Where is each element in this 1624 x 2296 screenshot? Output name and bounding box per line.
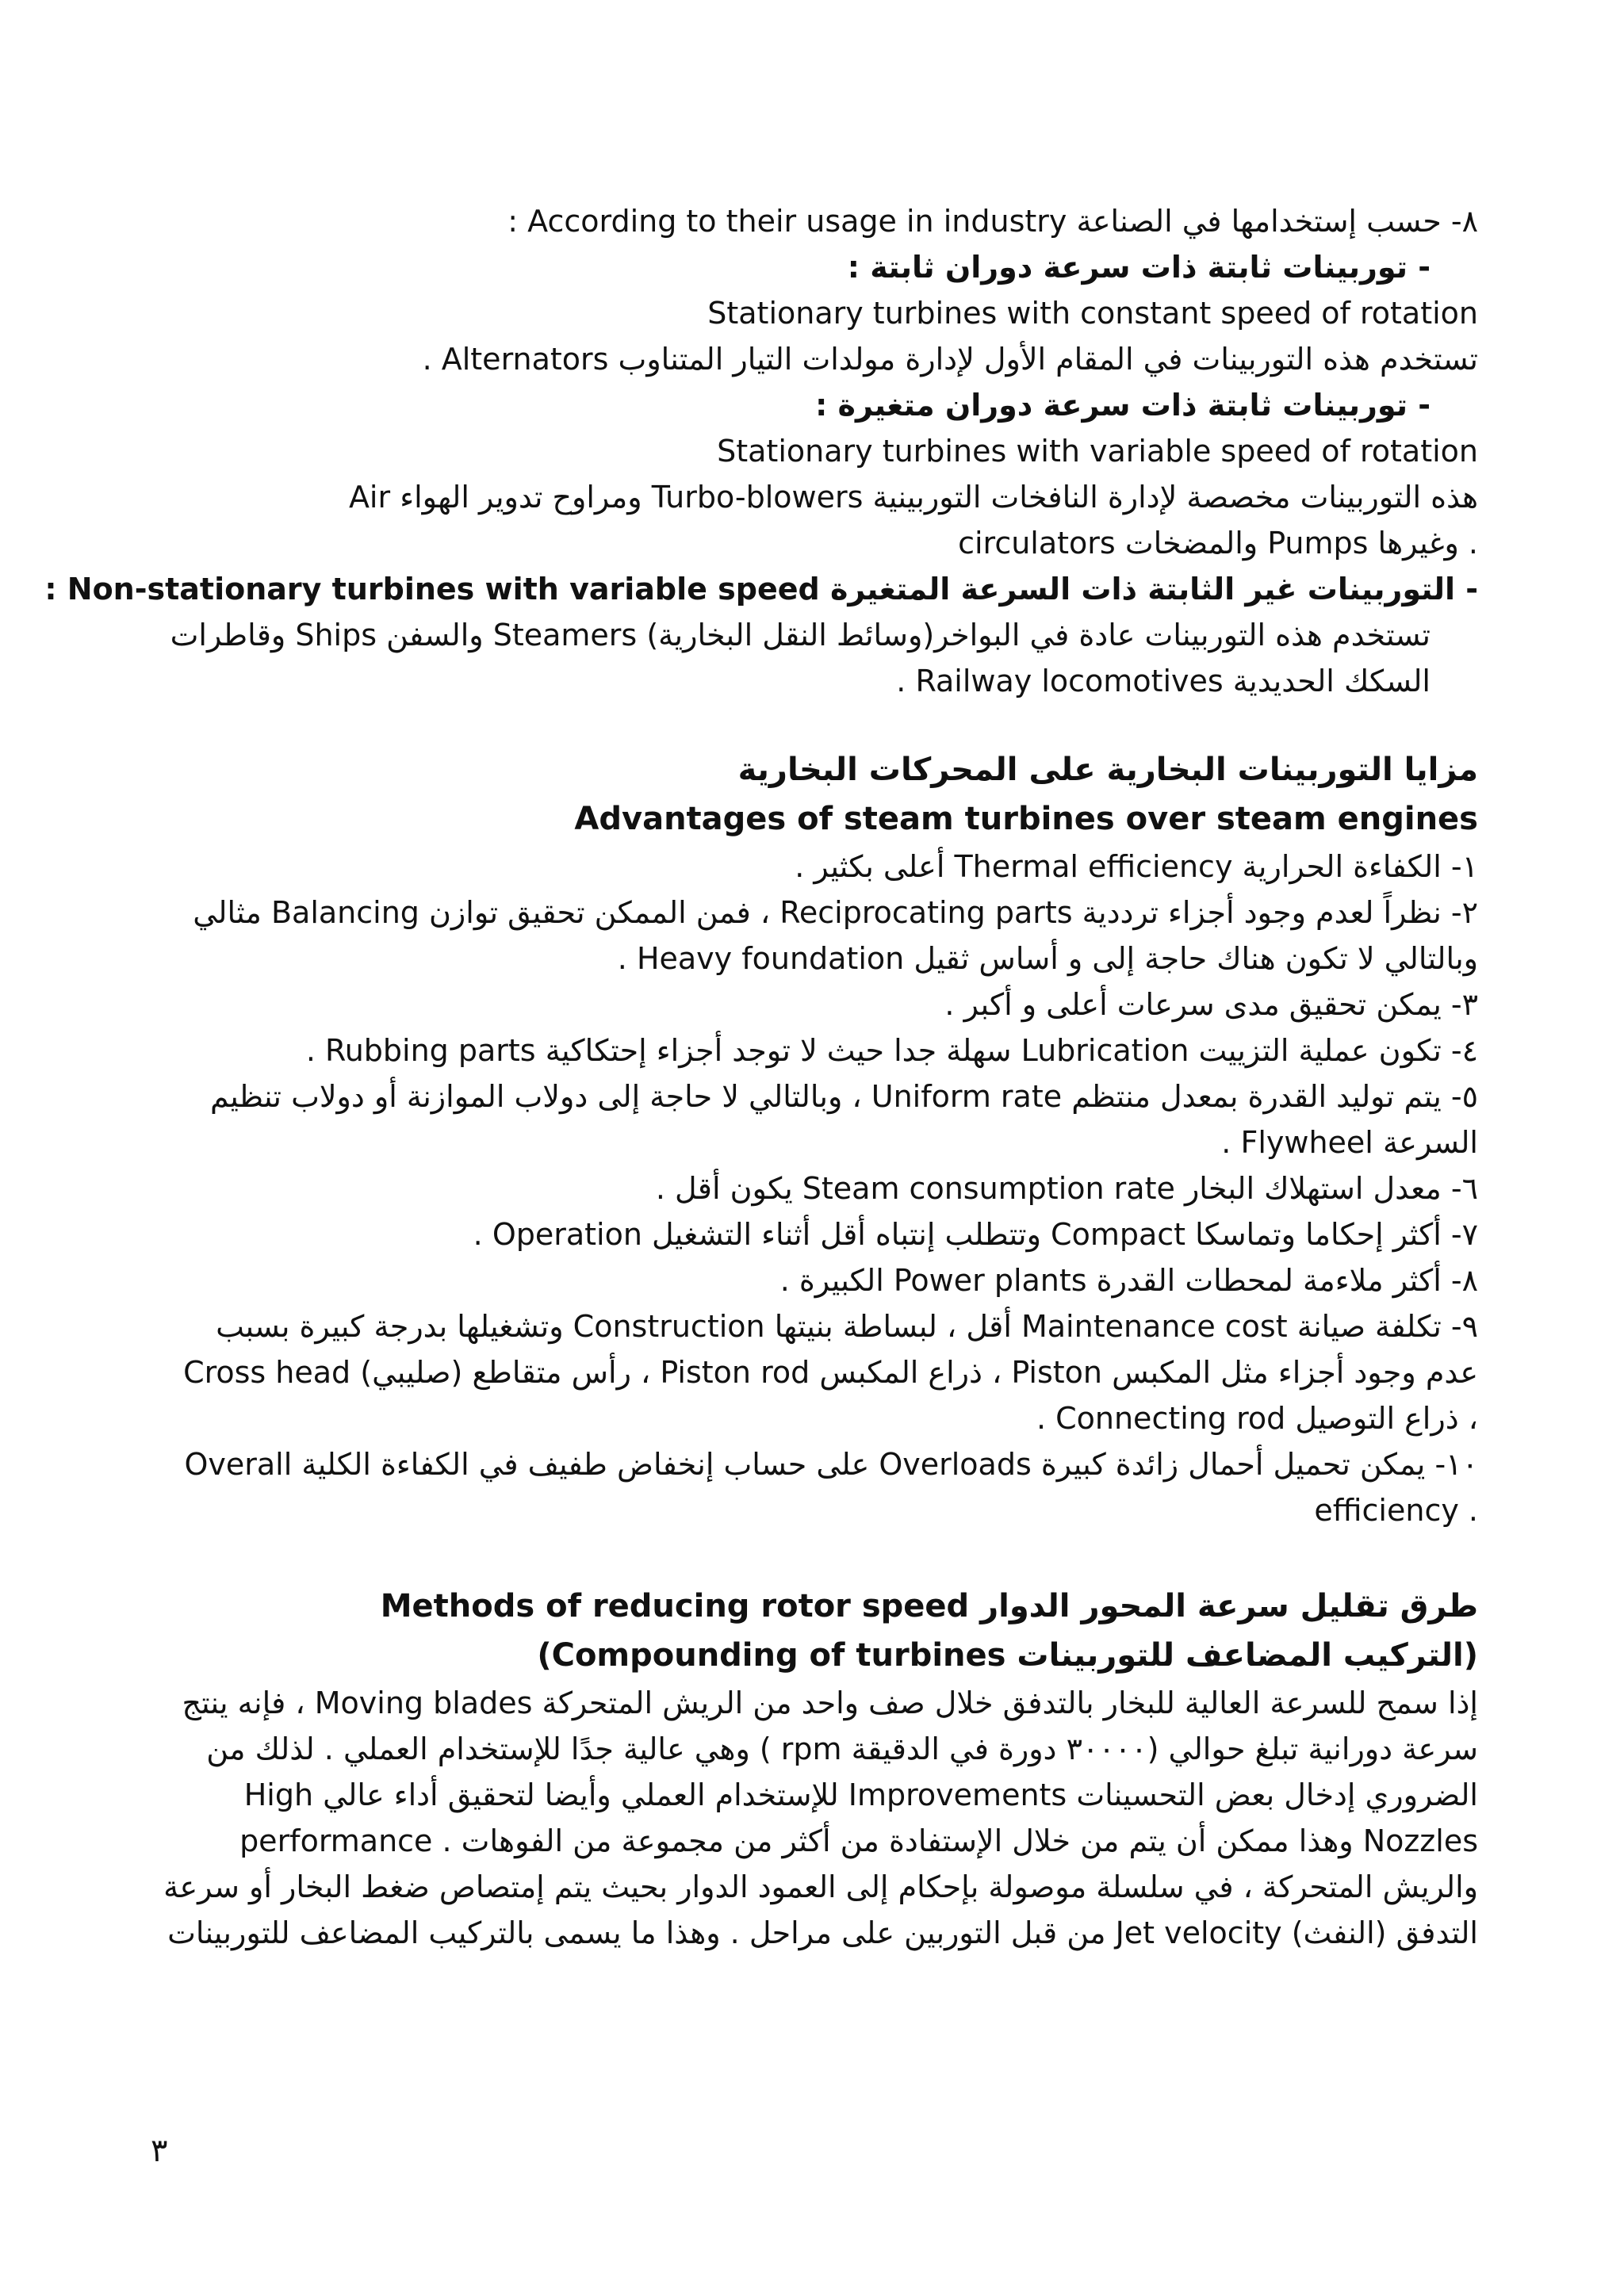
compounding-paragraph-line-6: التدفق (النفث) Jet velocity من قبل التوربين على مراحل . وهذا ما يسمى بالتركيب المضاعف للتوربينات bbox=[167, 1915, 1478, 1950]
advantage-5-line-2: السرعة Flywheel . bbox=[1221, 1125, 1478, 1160]
advantage-3: ٣- يمكن تحقيق مدى سرعات أعلى و أكبر . bbox=[944, 987, 1478, 1022]
non-stationary-description-2: السكك الحديدية Railway locomotives . bbox=[896, 664, 1431, 698]
advantage-8: ٨- أكثر ملاءمة لمحطات القدرة Power plants الكبيرة . bbox=[779, 1263, 1478, 1298]
variable-speed-description-2: circulators والمضخات Pumps وغيرها . bbox=[958, 526, 1478, 561]
advantages-section bbox=[149, 745, 1478, 1533]
compounding-paragraph-line-2: سرعة دورانية تبلغ حوالي (٣٠٠٠٠ دورة في الدقيقة rpm ) وهي عالية جدًا للإستخدام العملي . لذلك من bbox=[206, 1732, 1478, 1766]
advantage-5-line-1: ٥- يتم توليد القدرة بمعدل منتظم Uniform rate ، وبالتالي لا حاجة إلى دولاب الموازنة أو دولاب تنظيم bbox=[210, 1079, 1478, 1114]
compounding-heading-1: طرق تقليل سرعة المحور الدوار Methods of reducing rotor speed bbox=[380, 1588, 1478, 1624]
advantage-9-line-2: عدم وجود أجزاء مثل المكبس Piston ، ذراع المكبس Piston rod ، رأس متقاطع (صليبي) Cross head bbox=[183, 1355, 1478, 1390]
item-8-usage-heading: ٨- حسب إستخدامها في الصناعة According to their usage in industry : bbox=[508, 204, 1478, 239]
advantage-2-line-2: وبالتالي لا تكون هناك حاجة إلى و أساس ثقيل Heavy foundation . bbox=[617, 941, 1478, 976]
compounding-heading-2: (التركيب المضاعف للتوربينات Compounding of turbines) bbox=[537, 1637, 1478, 1674]
advantage-2-line-1: ٢- نظراً لعدم وجود أجزاء ترددية Reciprocating parts ، فمن الممكن تحقيق توازن Balancing مثالي bbox=[193, 895, 1478, 930]
variable-speed-english: Stationary turbines with variable speed of rotation bbox=[717, 434, 1478, 469]
advantage-4: ٤- تكون عملية التزييت Lubrication سهلة جدا حيث لا توجد أجزاء إحتكاكية Rubbing parts . bbox=[305, 1033, 1478, 1068]
constant-speed-subheading: - توربينات ثابتة ذات سرعة دوران ثابتة : bbox=[847, 250, 1431, 285]
usage-classification-section bbox=[44, 198, 1478, 704]
advantage-9-line-1: ٩- تكلفة صيانة Maintenance cost أقل ، لبساطة بنيتها Construction وتشغيلها بدرجة كبيرة بسبب bbox=[216, 1309, 1478, 1344]
compounding-paragraph-line-3: الضروري إدخال بعض التحسينات Improvements للإستخدام العملي وأيضا لتحقيق أداء عالي High bbox=[243, 1777, 1478, 1812]
advantage-9-line-3: ، ذراع التوصيل Connecting rod . bbox=[1036, 1401, 1478, 1436]
advantage-6: ٦- معدل استهلاك البخار Steam consumption rate يكون أقل . bbox=[655, 1171, 1478, 1206]
advantage-1: ١- الكفاءة الحرارية Thermal efficiency أعلى بكثير . bbox=[795, 849, 1478, 884]
advantages-heading-english: Advantages of steam turbines over steam engines bbox=[574, 801, 1478, 837]
constant-speed-description: تستخدم هذه التوربينات في المقام الأول لإدارة مولدات التيار المتناوب Alternators . bbox=[422, 342, 1478, 377]
non-stationary-subheading: - التوربينات غير الثابتة ذات السرعة المتغيرة Non-stationary turbines with variable speed : bbox=[44, 572, 1478, 607]
page-number: ٣ bbox=[151, 2133, 168, 2169]
non-stationary-description-1: تستخدم هذه التوربينات عادة في البواخر(وسائط النقل البخارية) Steamers والسفن Ships وقاطرات bbox=[170, 618, 1431, 652]
compounding-section bbox=[149, 1582, 1478, 1956]
compounding-paragraph-line-5: والريش المتحركة ، في سلسلة موصولة بإحكام إلى العمود الدوار بحيث يتم إمتصاص ضغط البخار أو سرعة bbox=[163, 1869, 1478, 1904]
variable-speed-description-1: هذه التوربينات مخصصة لإدارة النافخات التوربينية Turbo-blowers ومراوح تدوير الهواء Air bbox=[348, 480, 1478, 515]
advantages-heading-arabic: مزايا التوربينات البخارية على المحركات البخارية bbox=[737, 752, 1478, 788]
constant-speed-english: Stationary turbines with constant speed of rotation bbox=[707, 296, 1478, 331]
advantage-10-line-1: ١٠- يمكن تحميل أحمال زائدة كبيرة Overloads على حساب إنخفاض طفيف في الكفاءة الكلية Overall bbox=[184, 1447, 1478, 1482]
compounding-paragraph-line-1: إذا سمح للسرعة العالية للبخار بالتدفق خلال صف واحد من الريش المتحركة Moving blades ، فإنه ينتج bbox=[182, 1686, 1478, 1720]
advantage-7: ٧- أكثر إحكاما وتماسكا Compact وتتطلب إنتباه أقل أثناء التشغيل Operation . bbox=[473, 1217, 1478, 1252]
advantage-10-line-2: efficiency . bbox=[1314, 1493, 1478, 1528]
compounding-paragraph-line-4: performance . وهذا ممكن أن يتم من خلال الإستفادة من أكثر من مجموعة من الفوهات Nozzles bbox=[239, 1823, 1478, 1858]
variable-speed-subheading: - توربينات ثابتة ذات سرعة دوران متغيرة : bbox=[815, 388, 1431, 423]
